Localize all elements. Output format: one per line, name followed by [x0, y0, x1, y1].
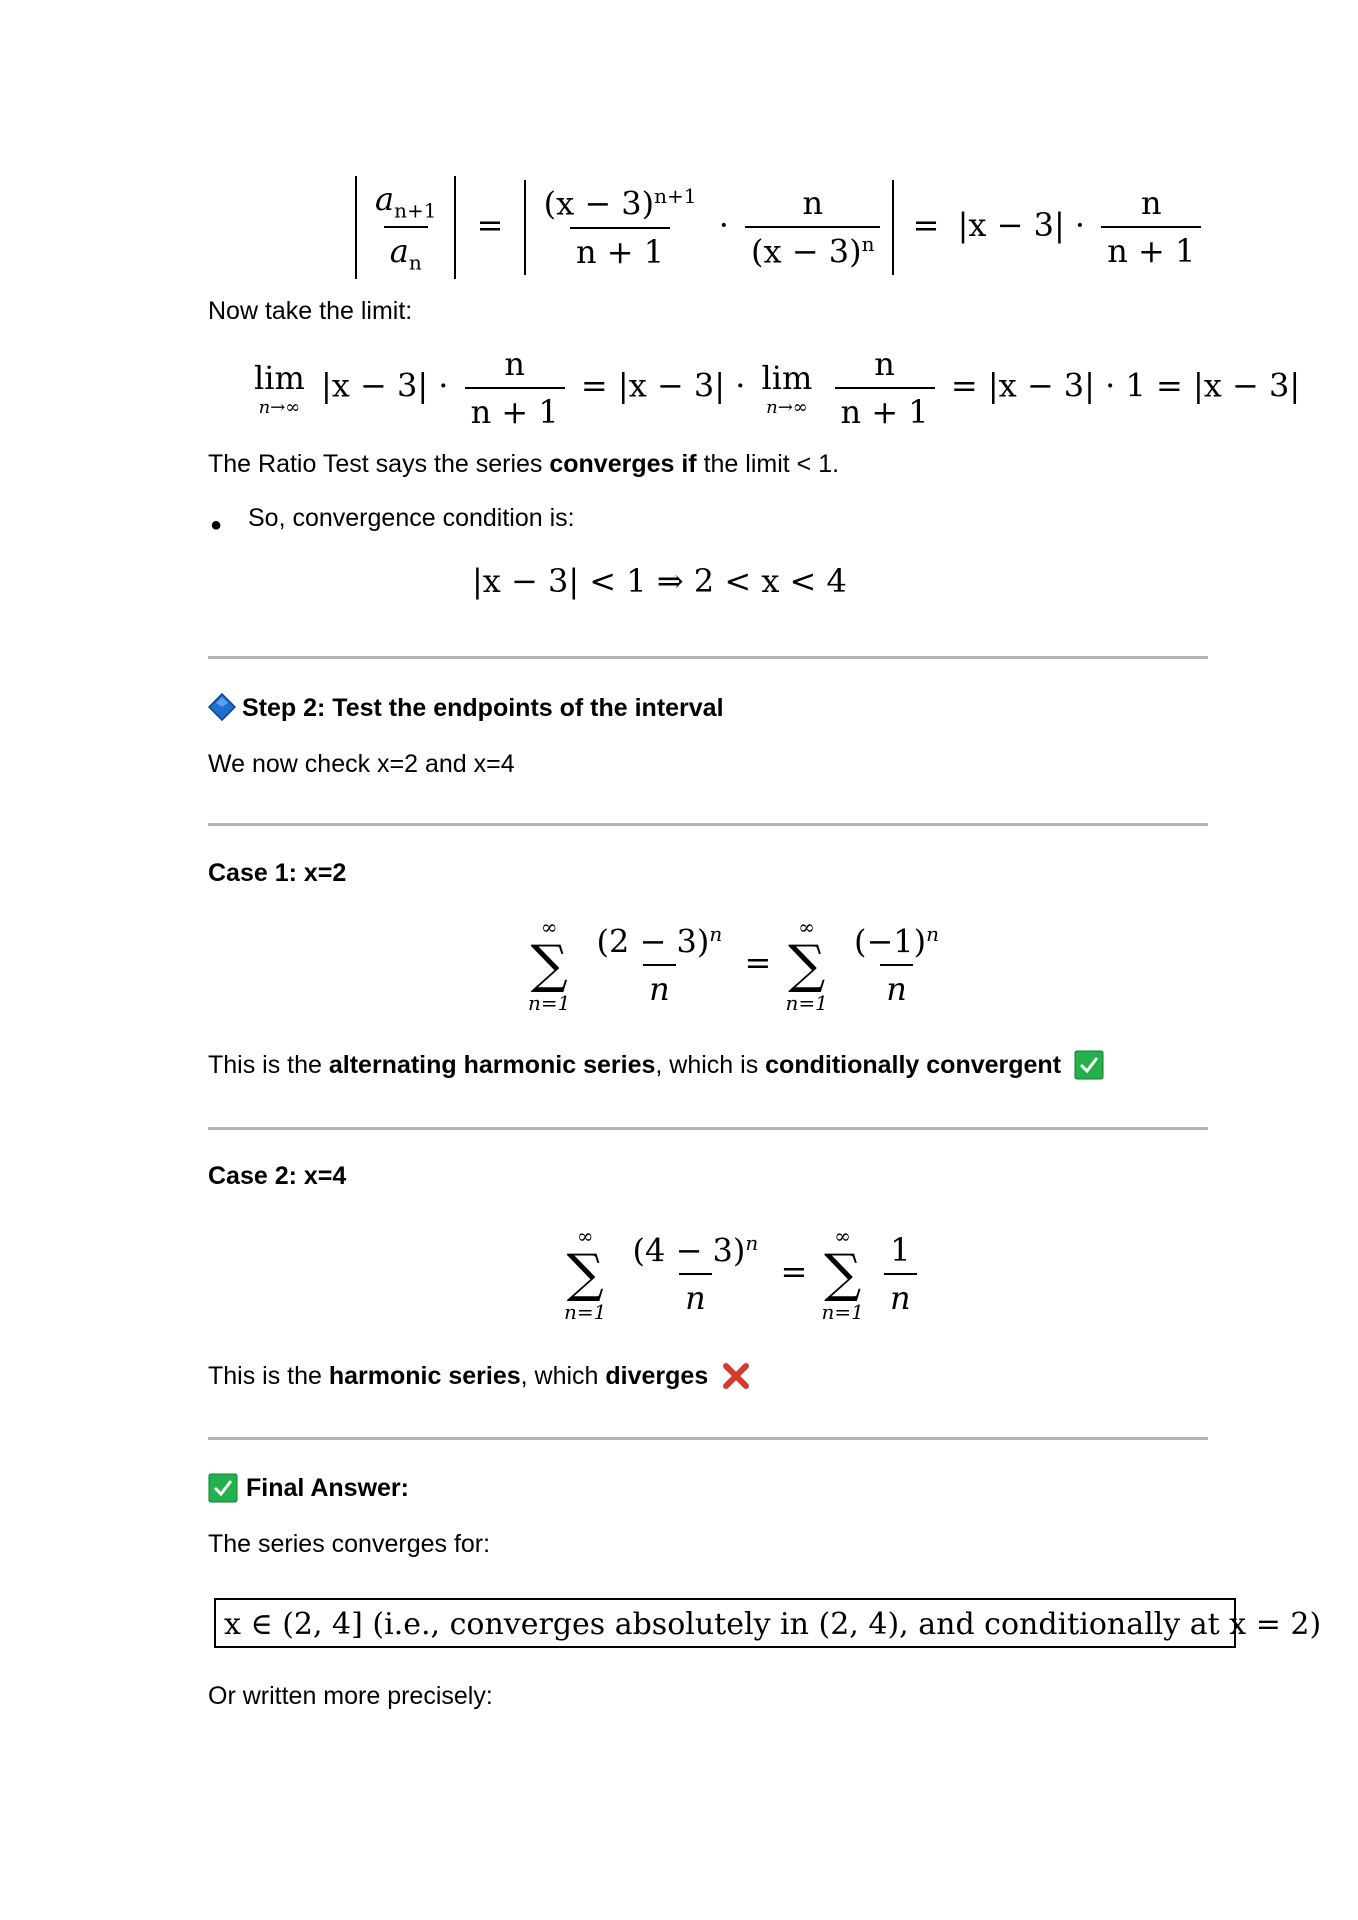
- limit-equation: lim n→∞ |x − 3| · $\frac{n}{n + 1}$ = |x − 3| · lim n→∞ $\frac{n}{n + 1}$ = |x − 3| · 1 = |x − 3|: [254, 345, 1301, 431]
- blue-diamond-icon: [208, 693, 236, 721]
- red-cross-icon: [721, 1361, 751, 1391]
- ratio-test-text: The Ratio Test says the series converges if the limit < 1.: [208, 450, 840, 478]
- bullet-text: So, convergence condition is:: [248, 504, 575, 532]
- limit-intro-text: Now take the limit:: [208, 297, 413, 325]
- divider: [208, 656, 1208, 659]
- case1-equation: ∞ ∑ n=1 $\frac{(2 - 3)^n}{n}$ = ∞ ∑ n=1 $\frac{(-1)^n}{n}$: [528, 915, 940, 1015]
- divider: [208, 1437, 1208, 1440]
- case1-heading: Case 1: x=2: [208, 859, 347, 887]
- case1-text: This is the alternating harmonic series, which is conditionally convergent: [208, 1049, 1104, 1081]
- case2-heading: Case 2: x=4: [208, 1162, 347, 1190]
- final-text: The series converges for:: [208, 1530, 491, 1558]
- condition-equation: |x − 3| < 1 ⇒ 2 < x < 4: [472, 562, 847, 600]
- green-check-icon: [1074, 1050, 1104, 1080]
- after-text: Or written more precisely:: [208, 1682, 493, 1710]
- divider: [208, 1127, 1208, 1130]
- case2-equation: ∞ ∑ n=1 $\frac{(4 - 3)^n}{n}$ = ∞ ∑ n=1 $\frac{1}{n}$: [560, 1224, 923, 1324]
- green-check-icon: [208, 1473, 238, 1503]
- final-heading: Final Answer:: [208, 1472, 409, 1504]
- ratio-equation: $\frac{a_{n+1}}{a_n}$ = $\frac{(x - 3)^{n+1}}{n + 1}$ · $\frac{n}{(x - 3)^n}$ = |x − 3| · $\frac{n}{n + 1}$: [355, 176, 1207, 279]
- bullet-dot: ●: [210, 514, 223, 536]
- final-answer-box: x ∈ (2, 4] (i.e., converges absolutely in (2, 4), and conditionally at x = 2): [214, 1598, 1236, 1648]
- step2-text: We now check x=2 and x=4: [208, 750, 515, 778]
- step2-heading: Step 2: Test the endpoints of the interval: [208, 692, 724, 724]
- case2-text: This is the harmonic series, which diverges: [208, 1360, 751, 1392]
- divider: [208, 823, 1208, 826]
